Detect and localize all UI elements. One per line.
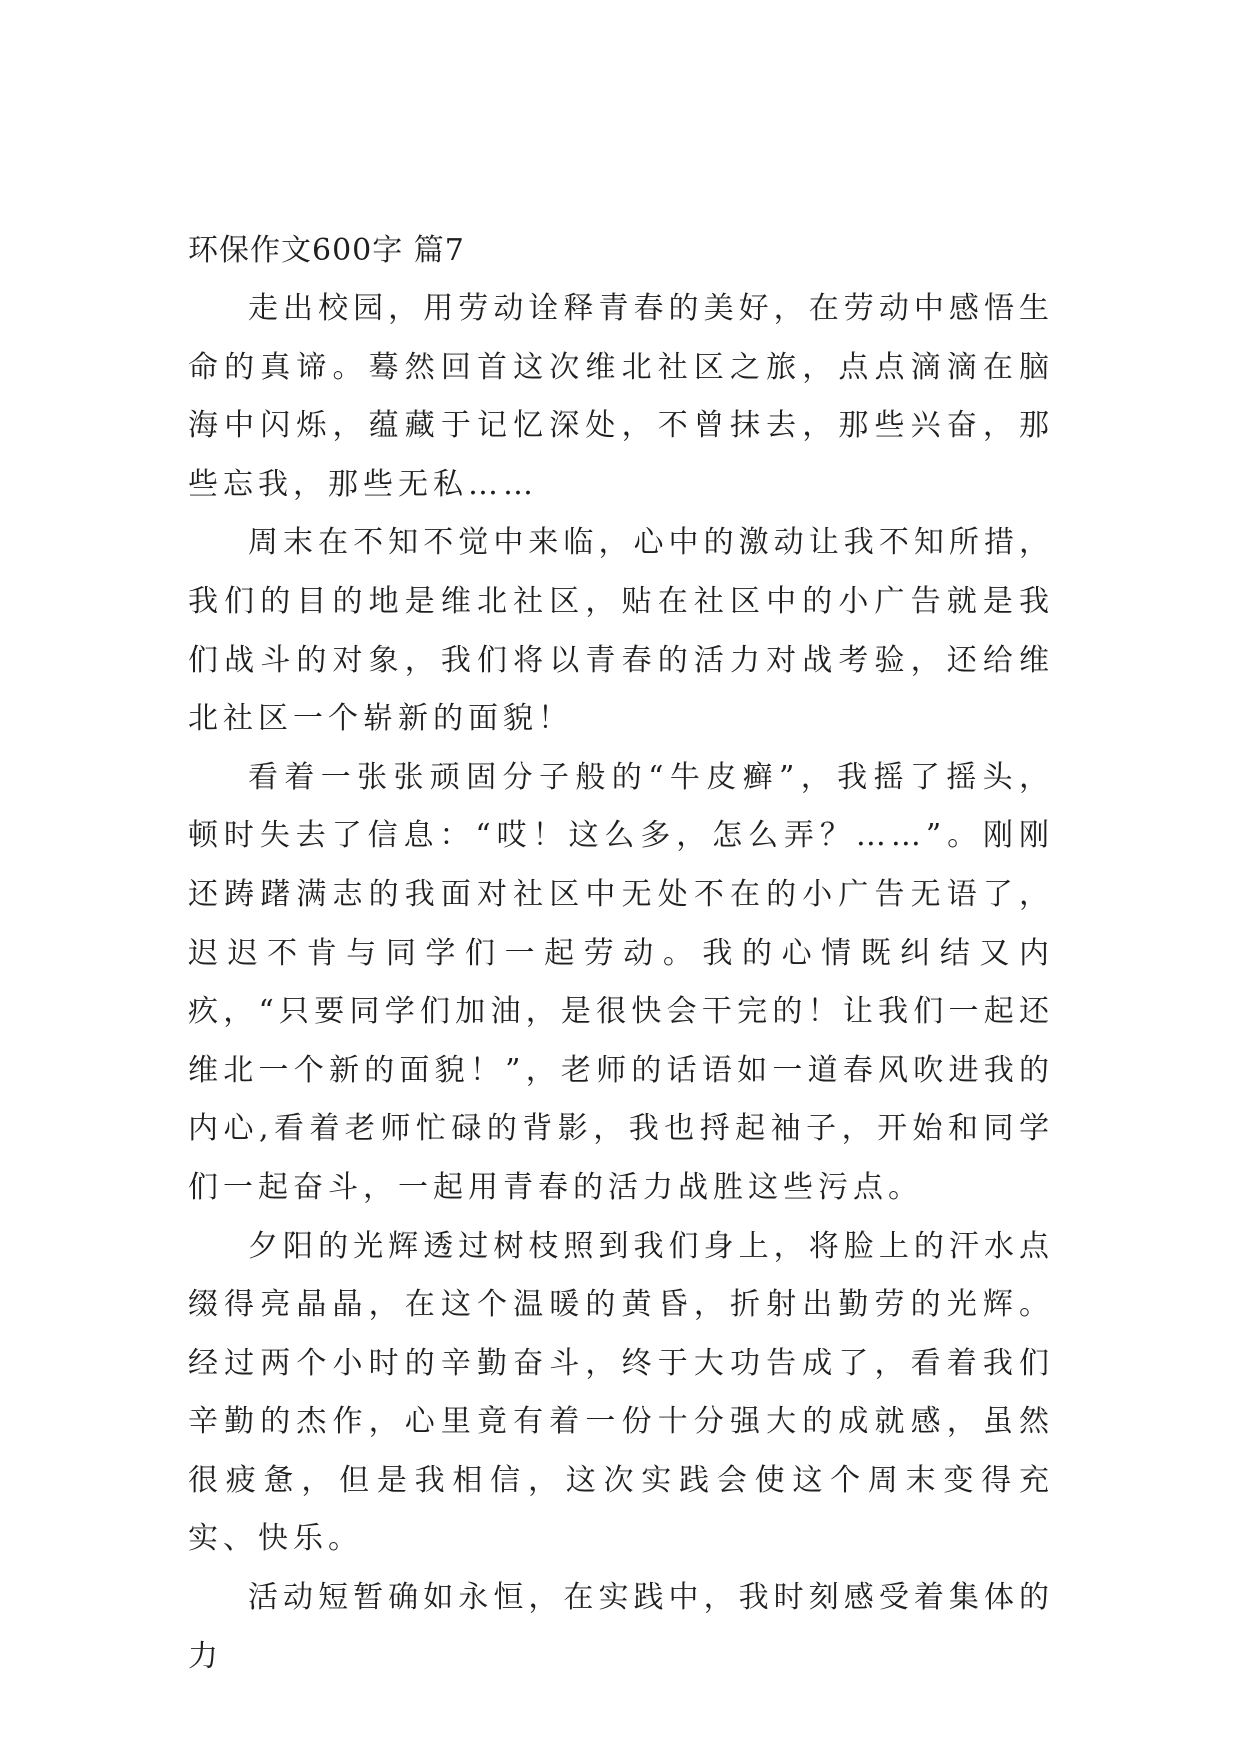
document-title: 环保作文600字 篇7 bbox=[188, 233, 465, 268]
paragraph-1: 走出校园，用劳动诠释青春的美好，在劳动中感悟生命的真谛。蓦然回首这次维北社区之旅，点点滴滴在脑海中闪烁，蕴藏于记忆深处，不曾抹去，那些兴奋，那些忘我，那些无私…… bbox=[188, 291, 1054, 502]
paragraph-4: 夕阳的光辉透过树枝照到我们身上，将脸上的汗水点缀得亮晶晶，在这个温暖的黄昏，折射出勤劳的光辉。经过两个小时的辛勤奋斗，终于大功告成了，看着我们辛勤的杰作，心里竟有着一份十分强大的成就感，虽然很疲惫，但是我相信，这次实践会使这个周末变得充实、快乐。 bbox=[188, 1228, 1054, 1557]
paragraph-3: 看着一张张顽固分子般的“牛皮癣”，我摇了摇头，顿时失去了信息：“哎！这么多，怎么弄？……”。刚刚还踌躇满志的我面对社区中无处不在的小广告无语了，迟迟不肯与同学们一起劳动。我的心情既纠结又内疚，“只要同学们加油，是很快会干完的！让我们一起还维北一个新的面貌！”，老师的话语如一道春风吹进我的内心,看着老师忙碌的背影，我也捋起袖子，开始和同学们一起奋斗，一起用青春的活力战胜这些污点。 bbox=[188, 759, 1054, 1205]
paragraph-5: 活动短暂确如永恒，在实践中，我时刻感受着集体的力 bbox=[188, 1580, 1054, 1674]
paragraph-2: 周末在不知不觉中来临，心中的激动让我不知所措，我们的目的地是维北社区，贴在社区中的小广告就是我们战斗的对象，我们将以青春的活力对战考验，还给维北社区一个崭新的面貌！ bbox=[188, 525, 1054, 737]
document-body bbox=[188, 222, 1054, 1686]
